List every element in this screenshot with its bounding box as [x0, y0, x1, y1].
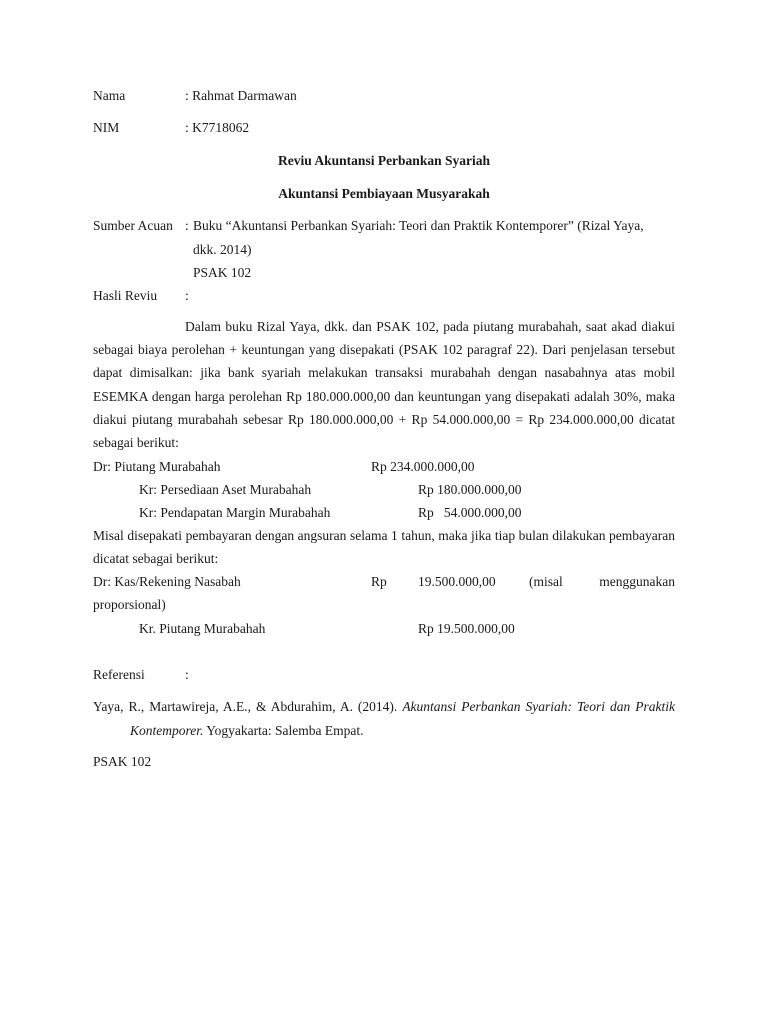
document-page — [93, 0, 675, 1024]
journal1-credit1-label: Kr: Persediaan Aset Murabahah — [139, 482, 312, 497]
journal2-credit-amount: Rp 19.500.000,00 — [418, 621, 515, 636]
journal1-credit2-label: Kr: Pendapatan Margin Murabahah — [139, 505, 331, 520]
journal1-debit-amount: Rp 234.000.000,00 — [371, 459, 475, 474]
journal2-debit-currency: Rp — [371, 574, 387, 589]
reference-1-publisher: Yogyakarta: Salemba Empat. — [206, 723, 364, 738]
source-line-3: PSAK 102 — [193, 265, 252, 280]
references-colon: : — [185, 667, 189, 682]
journal2-debit-label: Dr: Kas/Rekening Nasabah — [93, 574, 241, 589]
journal2-debit-amount: 19.500.000,00 — [418, 574, 496, 589]
journal1-debit-label: Dr: Piutang Murabahah — [93, 459, 221, 474]
journal2-credit-label: Kr. Piutang Murabahah — [139, 621, 266, 636]
journal1-credit2-amount: Rp 54.000.000,00 — [418, 505, 522, 520]
review-colon: : — [185, 288, 189, 303]
source-line-2: dkk. 2014) — [193, 242, 252, 257]
document-subtitle: Akuntansi Pembiayaan Musyarakah — [278, 186, 490, 201]
reference-1 — [93, 695, 675, 743]
review-label: Hasli Reviu — [93, 288, 158, 303]
journal2-note-part1: (misal — [529, 574, 563, 589]
nim-value: : K7718062 — [185, 120, 250, 135]
document-title: Reviu Akuntansi Perbankan Syariah — [278, 153, 490, 168]
nama-label: Nama — [93, 88, 126, 103]
references-label: Referensi — [93, 667, 145, 682]
review-paragraph: Dalam buku Rizal Yaya, dkk. dan PSAK 102, pada piutang murabahah, saat akad diakui sebagai biaya perolehan + keuntungan yang disepakati (PSAK 102 paragraf 22). Dari penjelasan tersebut dapat dimisalkan: jika bank syariah melakukan transaksi murabahah dengan nasabahnya atas mobil ESEMKA dengan harga perolehan Rp 180.000.000,00 dan keuntungan yang disepakati adalah 30%, maka diakui piutang murabahah sebesar Rp 180.000.000,00 + Rp 54.000.000,00 = Rp 234.000.000,00 dicatat sebagai berikut: — [93, 319, 675, 451]
reference-1-title: Akuntansi Perbankan Syariah: Teori dan Praktik Kontemporer. — [130, 699, 676, 738]
journal1-credit1-amount: Rp 180.000.000,00 — [418, 482, 522, 497]
journal2-note-line2: proporsional) — [93, 597, 166, 612]
source-line-1: Buku “Akuntansi Perbankan Syariah: Teori dan Praktik Kontemporer” (Rizal Yaya, — [193, 218, 644, 233]
installment-paragraph: Misal disepakati pembayaran dengan angsuran selama 1 tahun, maka jika tiap bulan dilakukan pembayaran dicatat sebagai berikut: — [93, 528, 675, 567]
nama-value: : Rahmat Darmawan — [185, 88, 297, 103]
source-colon: : — [185, 218, 189, 233]
reference-1-authors: Yaya, R., Martawireja, A.E., & Abdurahim, A. (2014). — [93, 699, 398, 714]
source-label: Sumber Acuan — [93, 218, 173, 233]
nim-label: NIM — [93, 120, 120, 135]
reference-2: PSAK 102 — [93, 754, 152, 769]
journal2-note-part2: menggunakan — [599, 574, 675, 589]
